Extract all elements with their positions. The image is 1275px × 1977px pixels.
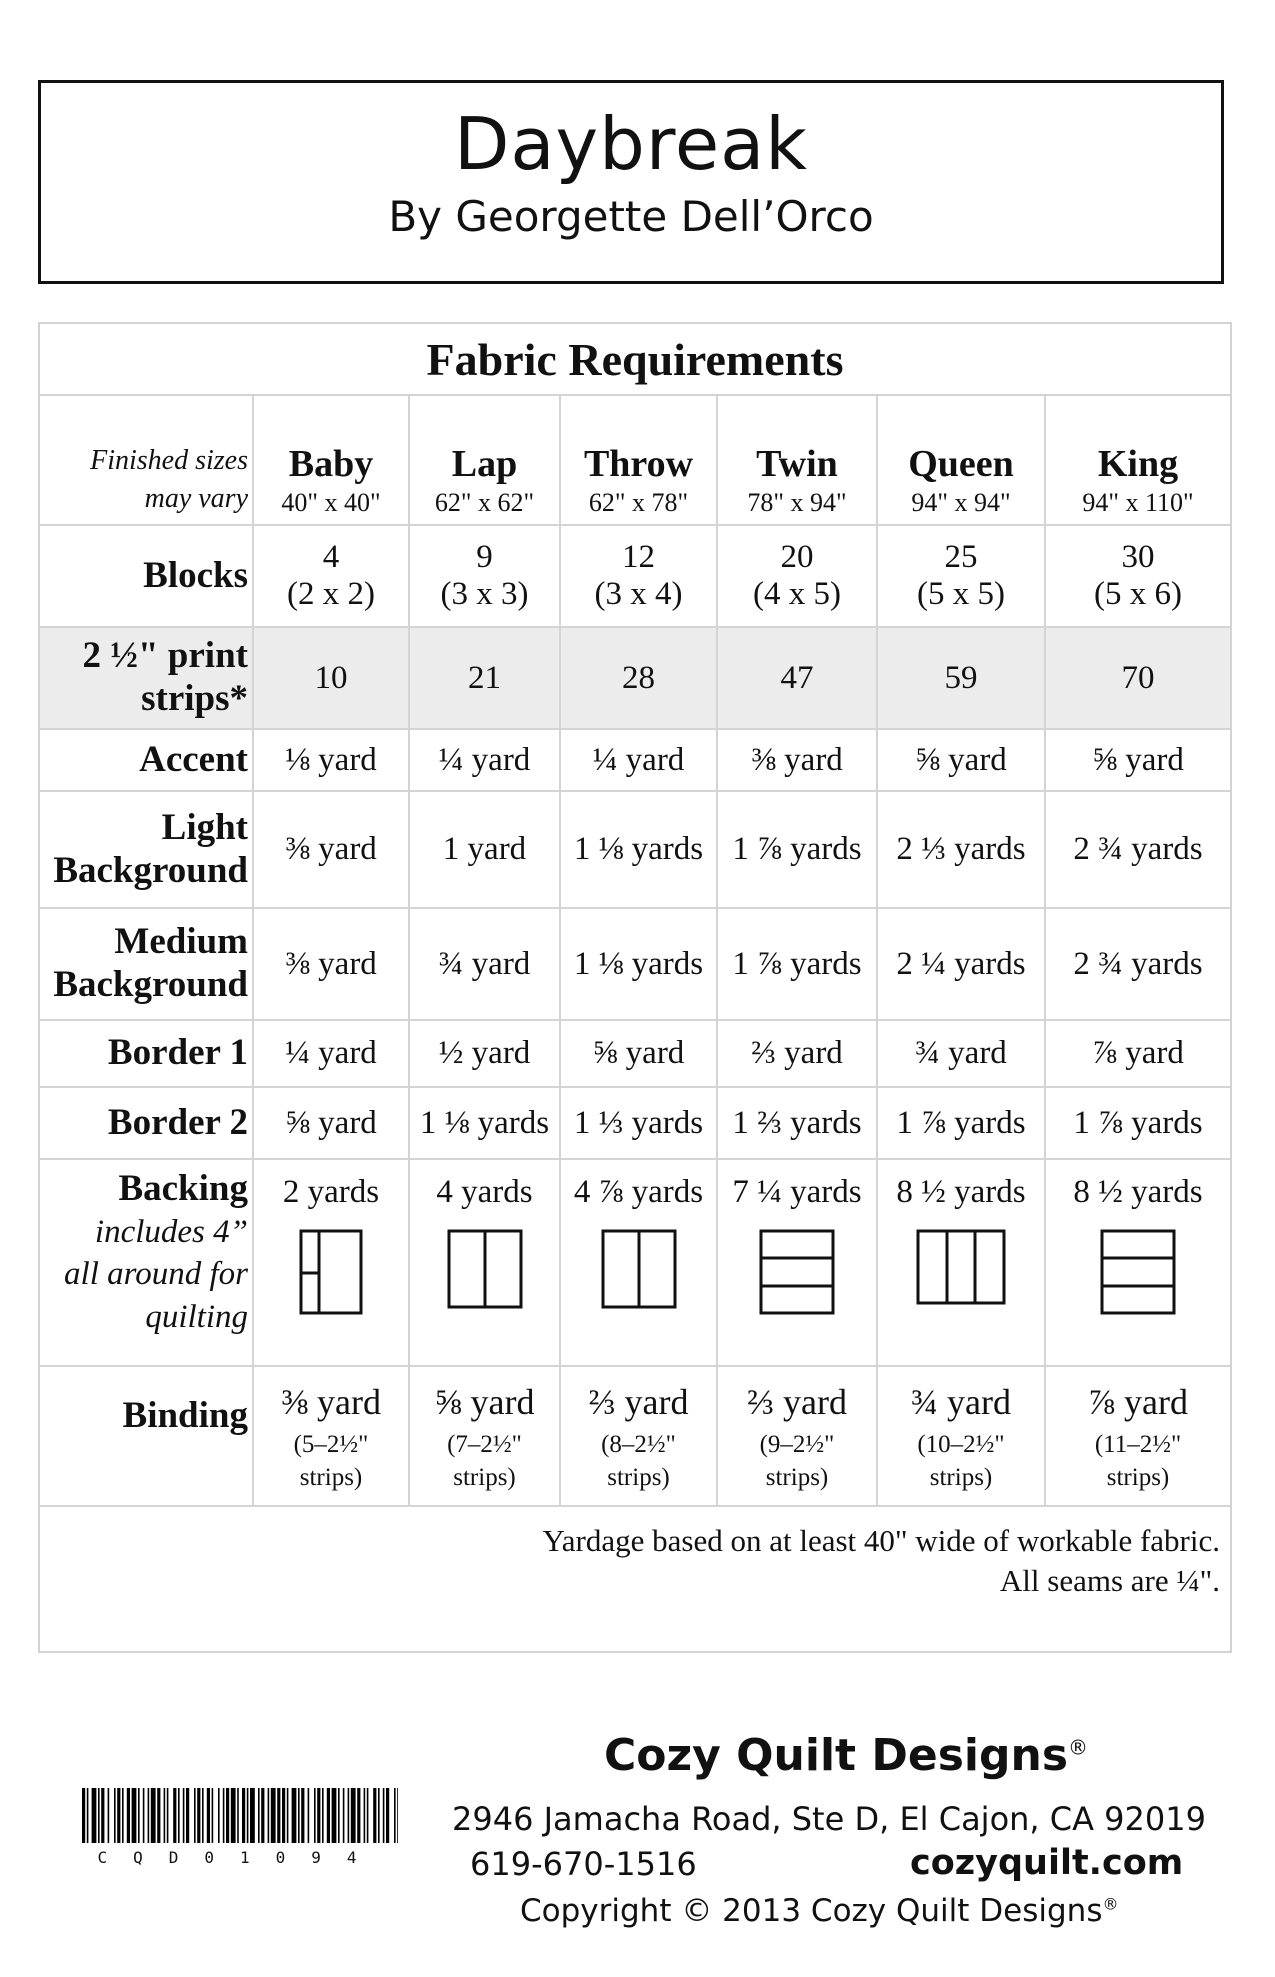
barcode-bar bbox=[151, 1788, 156, 1843]
blocks-cell bbox=[560, 525, 717, 627]
border2-cell: 1 ⅞ yards bbox=[877, 1087, 1045, 1159]
strips-cell: 47 bbox=[717, 627, 877, 729]
barcode-bar bbox=[247, 1788, 249, 1843]
accent-cell: ¼ yard bbox=[560, 729, 717, 791]
backing-layout-diagram bbox=[447, 1229, 523, 1309]
barcode-bar bbox=[237, 1788, 239, 1843]
size-name: Queen bbox=[908, 443, 1014, 485]
sizes-note-line1: Finished sizes bbox=[90, 445, 248, 477]
strips-cell: 28 bbox=[560, 627, 717, 729]
backing-layout-diagram bbox=[759, 1229, 835, 1315]
block-count: 9 bbox=[476, 539, 493, 575]
barcode-bar bbox=[308, 1788, 310, 1843]
copyright-reg-mark: ® bbox=[1102, 1894, 1119, 1914]
border1-cell: ¼ yard bbox=[253, 1020, 409, 1087]
barcode-bar bbox=[148, 1788, 150, 1843]
binding-strips-line2: strips) bbox=[929, 1463, 993, 1491]
binding-strips-line1: (5–2½" bbox=[293, 1431, 369, 1458]
title-box bbox=[38, 80, 1224, 284]
binding-yardage: ⅔ yard bbox=[588, 1382, 689, 1422]
company-website[interactable]: cozyquilt.com bbox=[910, 1843, 1184, 1883]
barcode-bar bbox=[351, 1788, 356, 1843]
binding-strips-line1: (9–2½" bbox=[759, 1431, 835, 1458]
barcode-bar bbox=[242, 1788, 245, 1843]
medium-cell: 1 ⅛ yards bbox=[560, 908, 717, 1020]
pattern-title: Daybreak bbox=[453, 102, 808, 186]
backing-yardage: 2 yards bbox=[282, 1174, 380, 1210]
border2-cell: ⅝ yard bbox=[253, 1087, 409, 1159]
barcode-bar bbox=[117, 1788, 120, 1843]
row-label-border1: Border 1 bbox=[39, 1020, 253, 1087]
block-count: 12 bbox=[622, 539, 655, 575]
barcode-bar bbox=[138, 1788, 140, 1843]
strips-cell: 59 bbox=[877, 627, 1045, 729]
barcode-bar bbox=[271, 1788, 276, 1843]
medium-label-line2: Background bbox=[53, 964, 248, 1005]
barcode-bar bbox=[258, 1788, 260, 1843]
backing-cell bbox=[717, 1159, 877, 1366]
barcode-bar bbox=[194, 1788, 196, 1843]
backing-yardage: 4 yards bbox=[436, 1174, 533, 1210]
barcode-bar bbox=[343, 1788, 345, 1843]
backing-yardage: 8 ½ yards bbox=[1073, 1174, 1203, 1210]
barcode-bar bbox=[101, 1788, 104, 1843]
backing-label: Backing bbox=[118, 1168, 248, 1209]
size-dim: 94" x 110" bbox=[1082, 488, 1194, 517]
block-grid: (2 x 2) bbox=[287, 576, 375, 612]
accent-cell: ¼ yard bbox=[409, 729, 560, 791]
binding-yardage: ⅞ yard bbox=[1088, 1382, 1188, 1422]
company-name bbox=[604, 1730, 1088, 1781]
barcode-bar bbox=[218, 1788, 220, 1843]
size-header bbox=[717, 395, 877, 525]
block-grid: (3 x 3) bbox=[440, 576, 529, 612]
accent-cell: ⅝ yard bbox=[877, 729, 1045, 791]
backing-layout-diagram bbox=[601, 1229, 677, 1309]
size-name: Lap bbox=[451, 443, 518, 485]
row-label-medium bbox=[39, 908, 253, 1020]
barcode-number: CQD01094 bbox=[97, 1848, 383, 1867]
border1-cell: ⅔ yard bbox=[717, 1020, 877, 1087]
barcode-bar bbox=[226, 1788, 229, 1843]
medium-cell: 1 ⅞ yards bbox=[717, 908, 877, 1020]
border1-cell: ⅝ yard bbox=[560, 1020, 717, 1087]
size-name: Throw bbox=[583, 443, 694, 485]
barcode-bar bbox=[82, 1788, 85, 1843]
size-dim: 94" x 94" bbox=[911, 488, 1011, 517]
row-label-binding: Binding bbox=[39, 1366, 253, 1506]
barcode-bar bbox=[164, 1788, 166, 1843]
binding-cell bbox=[1045, 1366, 1231, 1506]
barcode-bar bbox=[231, 1788, 236, 1843]
binding-strips-line2: strips) bbox=[1106, 1463, 1170, 1491]
row-label-strips bbox=[39, 627, 253, 729]
backing-note-line3: quilting bbox=[145, 1299, 248, 1336]
row-label-border2: Border 2 bbox=[39, 1087, 253, 1159]
strips-cell: 70 bbox=[1045, 627, 1231, 729]
backing-yardage: 7 ¼ yards bbox=[732, 1174, 862, 1210]
barcode-bar bbox=[157, 1788, 160, 1843]
barcode-bar bbox=[301, 1788, 304, 1843]
light-cell: 2 ⅓ yards bbox=[877, 791, 1045, 908]
medium-label-line1: Medium bbox=[114, 921, 248, 963]
border2-cell: 1 ⅞ yards bbox=[1045, 1087, 1231, 1159]
barcode-bar bbox=[250, 1788, 255, 1843]
barcode-bar bbox=[298, 1788, 300, 1843]
barcode-bar bbox=[332, 1788, 337, 1843]
block-grid: (3 x 4) bbox=[594, 576, 683, 612]
barcode-bar bbox=[197, 1788, 200, 1843]
border2-cell: 1 ⅛ yards bbox=[409, 1087, 560, 1159]
row-label-backing bbox=[39, 1159, 253, 1366]
barcode-bar bbox=[92, 1788, 97, 1843]
binding-strips-line1: (10–2½" bbox=[917, 1431, 1005, 1458]
strips-cell: 21 bbox=[409, 627, 560, 729]
backing-cell bbox=[409, 1159, 560, 1366]
binding-cell bbox=[560, 1366, 717, 1506]
block-count: 25 bbox=[944, 539, 978, 575]
barcode-bar bbox=[207, 1788, 210, 1843]
medium-cell: 2 ¼ yards bbox=[877, 908, 1045, 1020]
row-label-light bbox=[39, 791, 253, 908]
block-count: 30 bbox=[1121, 539, 1155, 575]
light-cell: 1 ⅞ yards bbox=[717, 791, 877, 908]
border1-cell: ¾ yard bbox=[877, 1020, 1045, 1087]
barcode-bar bbox=[292, 1788, 297, 1843]
medium-cell: ⅜ yard bbox=[253, 908, 409, 1020]
backing-yardage: 8 ½ yards bbox=[896, 1174, 1026, 1210]
backing-layout-diagram bbox=[299, 1229, 363, 1315]
barcode-bar bbox=[167, 1788, 169, 1843]
table-footnote bbox=[39, 1506, 1231, 1652]
binding-cell bbox=[717, 1366, 877, 1506]
barcode-bar bbox=[282, 1788, 285, 1843]
border2-cell: 1 ⅓ yards bbox=[560, 1087, 717, 1159]
binding-strips-line1: (8–2½" bbox=[601, 1431, 676, 1458]
medium-cell: 2 ¾ yards bbox=[1045, 908, 1231, 1020]
backing-note-line1: includes 4” bbox=[94, 1213, 248, 1250]
accent-cell: ⅜ yard bbox=[717, 729, 877, 791]
binding-cell bbox=[877, 1366, 1045, 1506]
binding-yardage: ⅝ yard bbox=[434, 1382, 535, 1422]
size-name: Baby bbox=[288, 443, 374, 485]
barcode-bar bbox=[314, 1788, 316, 1843]
barcode-bar bbox=[364, 1788, 366, 1843]
barcode-bar bbox=[114, 1788, 116, 1843]
barcode-bar bbox=[386, 1788, 389, 1843]
size-header bbox=[409, 395, 560, 525]
medium-cell: ¾ yard bbox=[409, 908, 560, 1020]
copyright bbox=[520, 1893, 1118, 1929]
border2-cell: 1 ⅔ yards bbox=[717, 1087, 877, 1159]
light-label-line2: Background bbox=[53, 849, 248, 891]
footnote-line1: Yardage based on at least 40" wide of workable fabric. bbox=[542, 1523, 1221, 1558]
size-dim: 62" x 78" bbox=[588, 488, 689, 517]
barcode-bar bbox=[223, 1788, 225, 1843]
barcode-bar bbox=[186, 1788, 189, 1843]
company-phone: 619-670-1516 bbox=[470, 1845, 697, 1883]
sizes-note bbox=[39, 395, 253, 525]
barcode-bar bbox=[108, 1788, 110, 1843]
sizes-note-line2: may vary bbox=[144, 483, 248, 515]
barcode bbox=[82, 1788, 398, 1843]
backing-cell bbox=[877, 1159, 1045, 1366]
barcode-bar bbox=[383, 1788, 385, 1843]
binding-strips-line2: strips) bbox=[765, 1463, 829, 1491]
barcode-bar bbox=[127, 1788, 130, 1843]
barcode-bar bbox=[277, 1788, 280, 1843]
barcode-bar bbox=[173, 1788, 176, 1843]
light-cell: 2 ¾ yards bbox=[1045, 791, 1231, 908]
backing-layout-diagram bbox=[1100, 1229, 1176, 1315]
strips-label-line1: 2 ½" print bbox=[82, 635, 248, 677]
size-name: King bbox=[1097, 443, 1179, 485]
light-label-line1: Light bbox=[161, 806, 248, 848]
light-cell: 1 yard bbox=[409, 791, 560, 908]
barcode-bar bbox=[132, 1788, 137, 1843]
binding-cell bbox=[253, 1366, 409, 1506]
backing-cell bbox=[253, 1159, 409, 1366]
barcode-bar bbox=[338, 1788, 340, 1843]
blocks-cell bbox=[409, 525, 560, 627]
accent-cell: ⅛ yard bbox=[253, 729, 409, 791]
row-label-accent: Accent bbox=[39, 729, 253, 791]
barcode-bar bbox=[212, 1788, 214, 1843]
strips-cell: 10 bbox=[253, 627, 409, 729]
light-cell: 1 ⅛ yards bbox=[560, 791, 717, 908]
size-header bbox=[560, 395, 717, 525]
company-address: 2946 Jamacha Road, Ste D, El Cajon, CA 92019 bbox=[452, 1800, 1206, 1838]
light-cell: ⅜ yard bbox=[253, 791, 409, 908]
accent-cell: ⅝ yard bbox=[1045, 729, 1231, 791]
backing-cell bbox=[1045, 1159, 1231, 1366]
barcode-bar bbox=[178, 1788, 180, 1843]
size-name: Twin bbox=[756, 443, 838, 485]
barcode-bar bbox=[397, 1788, 398, 1843]
block-count: 20 bbox=[780, 539, 814, 575]
size-header bbox=[1045, 395, 1231, 525]
blocks-cell bbox=[1045, 525, 1231, 627]
barcode-bar bbox=[122, 1788, 124, 1843]
block-grid: (5 x 6) bbox=[1094, 576, 1182, 612]
pattern-author: By Georgette Dell’Orco bbox=[388, 192, 874, 242]
size-header bbox=[877, 395, 1045, 525]
backing-cell bbox=[560, 1159, 717, 1366]
backing-yardage: 4 ⅞ yards bbox=[573, 1174, 704, 1210]
size-dim: 62" x 62" bbox=[434, 488, 535, 517]
border1-cell: ½ yard bbox=[409, 1020, 560, 1087]
barcode-bar bbox=[143, 1788, 145, 1843]
binding-yardage: ⅜ yard bbox=[281, 1382, 381, 1422]
barcode-bar bbox=[357, 1788, 360, 1843]
company-name-text: Cozy Quilt Designs bbox=[604, 1730, 1069, 1781]
border1-cell: ⅞ yard bbox=[1045, 1020, 1231, 1087]
binding-strips-line2: strips) bbox=[607, 1463, 670, 1491]
barcode-bar bbox=[287, 1788, 289, 1843]
barcode-bar bbox=[98, 1788, 100, 1843]
barcode-bar bbox=[268, 1788, 270, 1843]
barcode-bar bbox=[202, 1788, 204, 1843]
barcode-bar bbox=[373, 1788, 376, 1843]
binding-strips-line2: strips) bbox=[453, 1463, 516, 1491]
block-grid: (4 x 5) bbox=[753, 576, 841, 612]
barcode-bar bbox=[367, 1788, 369, 1843]
barcode-bar bbox=[327, 1788, 330, 1843]
size-dim: 40" x 40" bbox=[281, 488, 381, 517]
fabric-requirements-table bbox=[38, 322, 1232, 1653]
row-label-blocks: Blocks bbox=[39, 525, 253, 627]
block-count: 4 bbox=[322, 539, 340, 575]
table-heading: Fabric Requirements bbox=[39, 323, 1231, 395]
barcode-bar bbox=[394, 1788, 396, 1843]
size-header bbox=[253, 395, 409, 525]
backing-note-line2: all around for bbox=[64, 1256, 248, 1293]
binding-cell bbox=[409, 1366, 560, 1506]
size-dim: 78" x 94" bbox=[747, 488, 847, 517]
backing-layout-diagram bbox=[916, 1229, 1006, 1305]
barcode-bar bbox=[348, 1788, 350, 1843]
blocks-cell bbox=[717, 525, 877, 627]
strips-label-line2: strips* bbox=[141, 678, 248, 719]
barcode-bar bbox=[322, 1788, 324, 1843]
binding-strips-line1: (11–2½" bbox=[1094, 1431, 1182, 1458]
barcode-bar bbox=[317, 1788, 320, 1843]
binding-strips-line2: strips) bbox=[299, 1463, 363, 1491]
barcode-bar bbox=[183, 1788, 185, 1843]
blocks-cell bbox=[877, 525, 1045, 627]
registered-mark: ® bbox=[1068, 1735, 1089, 1760]
barcode-bar bbox=[261, 1788, 264, 1843]
copyright-text: Copyright © 2013 Cozy Quilt Designs bbox=[520, 1893, 1103, 1929]
footnote-line2: All seams are ¼". bbox=[999, 1563, 1221, 1599]
binding-yardage: ¾ yard bbox=[911, 1382, 1011, 1422]
barcode-bar bbox=[87, 1788, 89, 1843]
barcode-bar bbox=[378, 1788, 380, 1843]
binding-strips-line1: (7–2½" bbox=[447, 1431, 522, 1458]
binding-yardage: ⅔ yard bbox=[747, 1382, 847, 1422]
block-grid: (5 x 5) bbox=[917, 576, 1005, 612]
blocks-cell bbox=[253, 525, 409, 627]
